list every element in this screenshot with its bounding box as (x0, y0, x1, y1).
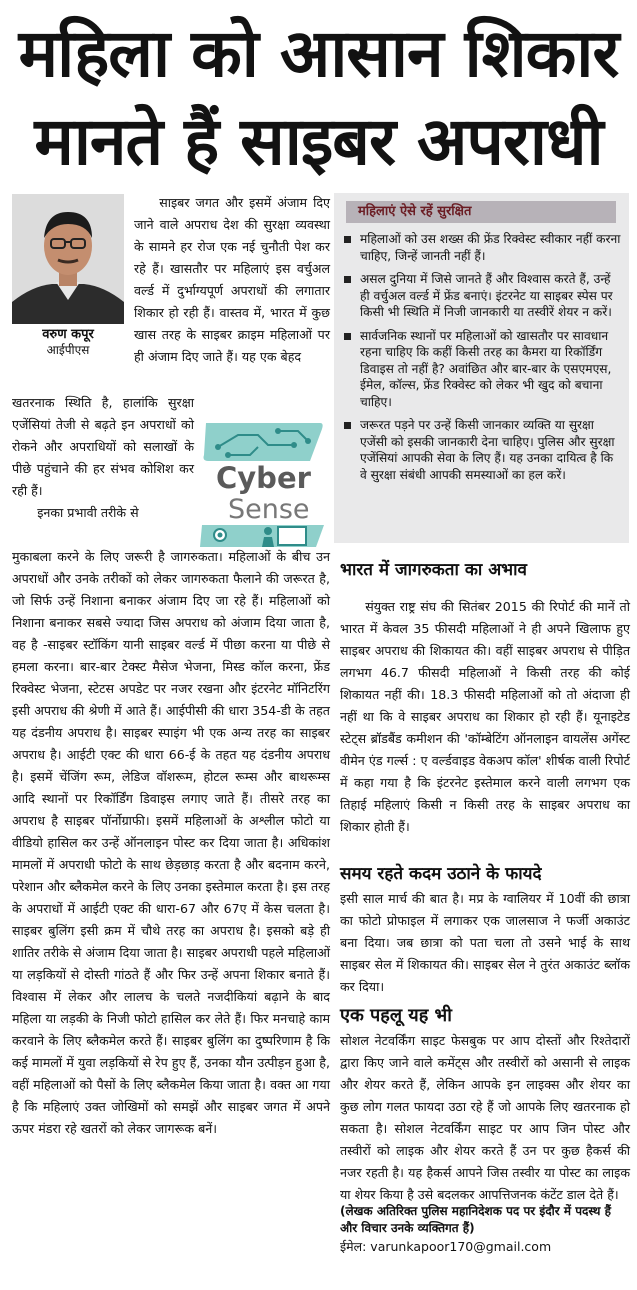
intro-text-2: खतरनाक स्थिति है, हालांकि सुरक्षा एजेंसियां तेजी से बढ़ते इन अपराधों को रोकने और अपराधियों को सलाखों के पीछे पहुंचाने की हर संभव कोशिश कर रही हैं। (12, 395, 194, 498)
sense-word: Sense (228, 494, 310, 525)
author-email (340, 1238, 630, 1255)
author-title: आईपीएस (46, 343, 90, 357)
safety-tip-text: जरूरत पड़ने पर उन्हें किसी जानकार व्यक्ति या सुरक्षा एजेंसी को इसकी जानकारी देना चाहिए। पुलिस और सुरक्षा एजेंसियां आपकी सेवा के लिए हैं। यह उनका दायित्व है कि वे सुरक्षा संबंधी आपकी समस्याओं का हल करें। (360, 418, 615, 482)
headline (0, 0, 637, 185)
square-bullet-icon (344, 422, 351, 429)
email-address[interactable]: varunkapoor170@gmail.com (370, 1239, 552, 1254)
main-left-text: मुकाबला करने के लिए जरूरी है जागरुकता। महिलाओं के बीच उन अपराधों और उनके तरीकों को लेकर जागरुकता फैलाने की जरूरत है, जो सिर्फ उन्हें निशाना बनाकर अंजाम दिए जा रहे हैं। महिलाओं को निशाना बनाकर सबसे ज्यादा जिस अपराध को अंजाम दिया जाता है, वह है -साइबर स्टॉकिंग यानी साइबर वर्ल्ड में पीछा करना या पीछे से हमला करना। बार-बार टेक्स्ट मैसेज भेजना, मिस्ड कॉल करना, फ्रेंड रिक्वेस्ट भेजना, स्टेटस अपडेट पर नजर रखना और इंटरनेट मॉनिटरिंग इसी अपराध की श्रेणी में आते हैं। आईपीसी की धारा 354-डी के तहत यह दंडनीय अपराध है। साइबर स्पाइंग भी एक अन्य तरह का साइबर अपराध है। आईटी एक्ट की धारा 66-ई के तहत यह दंडनीय अपराध है। इसमें चेंजिंग रूम, लेडिज वॉशरूम, होटल रूम्स और बाथरूम्स आदि स्थानों पर रिकॉर्डिंग डिवाइस लगाए जाते हैं। तीसरे तरह का अपराध है साइबर पॉर्नोग्राफी। इसमें महिलाओं के अश्लील फोटो या वीडियो हासिल कर उन्हें ऑनलाइन पोस्ट कर दिया जाता है। अधिकांश मामलों में अपराधी फोटो के साथ छेड़छाड़ करता है और बदनाम करने, परेशान और ब्लैकमेल करने के लिए उनका इस्तेमाल करता है। इस तरह के अपराधों में आईटी एक्ट की धारा-67 और 67ए में केस चलता है। साइबर बुलिंग इसी क्रम में चौथे तरह का अपराध है। इसको बड़े ही शातिर तरीके से अंजाम दिया जाता है। साइबर अपराधी पहले महिलाओं या लड़कियों से दोस्ती गांठते हैं और फिर उन्हें अपना शिकार बनाते हैं। विश्वास में लेकर और लालच के चलते नजदीकियां बढ़ाने के बाद महिला या लड़की के निजी फोटो हासिल कर लेते हैं। फिर मनचाहे काम करवाने के लिए ब्लैकमेल करते हैं। साइबर बुलिंग का दुष्परिणाम है कि कई मामलों में युवा लड़कियों से रेप हुए हैं, उनका यौन उत्पीड़न हुआ है, वहीं महिलाओं को पैसों के लिए ब्लैकमेल किया जाता है। वक्त आ गया है कि महिलाएं उक्त जोखिमों को समझें और साइबर जगत में अपने ऊपर मंडरा रहे खतरों को लेकर जागरूक बनें। (12, 549, 330, 1136)
safety-tip-text: असल दुनिया में जिसे जानते हैं और विश्वास करते हैं, उन्हें ही वर्चुअल वर्ल्ड में फ्रेंड बनाएं। इंटरनेट या साइबर स्पेस पर किसी भी स्थिति में निजी जानकारी या तस्वीरें शेयर न करें। (360, 272, 613, 319)
safety-tip (342, 417, 622, 483)
section-heading-benefits: समय रहते कदम उठाने के फायदे (340, 864, 542, 884)
safety-tips-box (334, 193, 629, 543)
author-portrait-icon (12, 194, 124, 324)
author-photo (12, 194, 124, 324)
cyber-word: Cyber (216, 461, 311, 495)
author-note: (लेखक अतिरिक्त पुलिस महानिदेशक पद पर इंदौर में पदस्थ हैं और विचार उनके व्यक्तिगत हैं) (340, 1204, 612, 1235)
square-bullet-icon (344, 333, 351, 340)
main-left-column (12, 546, 330, 1140)
safety-tip (342, 231, 622, 264)
cyber-sense-logo (198, 417, 328, 549)
safety-tip-text: सार्वजनिक स्थानों पर महिलाओं को खासतौर पर सावधान रहना चाहिए कि कहीं किसी तरह का कैमरा या रिकॉर्डिंग डिवाइस तो नहीं है? अवांछित और बार-बार के एसएमएस, ईमेल, कॉल्स, फ्रेंड रिक्वेस्ट को लेकर भी खुद को बचाना चाहिए। (360, 328, 612, 409)
square-bullet-icon (344, 236, 351, 243)
section-another-aspect-text: सोशल नेटवर्किंग साइट फेसबुक पर आप दोस्तों और रिश्तेदारों द्वारा किए जाने वाले कमेंट्स और तस्वीरों को असानी से लाइक और शेयर करते हैं, लेकिन आपके इन लाइक्स और शेयर का कुछ लोग गलत फायदा उठा रहे हैं जो आपके लिए खतरनाक हो सकता है। सोशल नेटवर्किंग साइट पर आप जिन पोस्ट और तस्वीरों को लाइक और शेयर करते हैं उन पर कुछ हैकर्स की नजर रहती है। यह हैकर्स आपने जिस तस्वीर या पोस्ट का लाइक या शेयर किया है उसे बदलकर आपत्तिजनक कंटेंट डाल देते हैं। (340, 1033, 630, 1202)
intro-paragraph (134, 192, 330, 368)
section-benefits-body (340, 888, 630, 998)
section-awareness-body (340, 596, 630, 838)
headline-line-1: महिला को आसान शिकार (18, 15, 619, 92)
headline-line-2: मानते हैं साइबर अपराधी (34, 103, 603, 180)
section-another-aspect-body (340, 1030, 630, 1206)
email-label: ईमेल: (340, 1239, 367, 1254)
safety-tip (342, 328, 622, 411)
section-benefits-text: इसी साल मार्च की बात है। मप्र के ग्वालियर में 10वीं की छात्रा का फोटो प्रोफाइल में लगाकर एक जालसाज ने फर्जी अकाउंट बना दिया। जब छात्रा को पता चला तो उसने भाई के साथ साइबर सेल में शिकायत की। साइबर सेल ने तुरंत अकाउंट ब्लॉक कर दिया। (340, 891, 630, 994)
intro-text-1: साइबर जगत और इसमें अंजाम दिए जाने वाले अपराध देश की सुरक्षा व्यवस्था के सामने हर रोज एक नई चुनौती पेश कर रहे हैं। खासतौर पर महिलाएं इस वर्चुअल वर्ल्ड में दुर्भाग्यपूर्ण अपराधों की लगातार शिकार हो रही हैं। वास्तव में, भारत में कुछ खास तरह के साइबर क्राइम महिलाओं पर ही अंजाम दिए जाते हैं। यह एक बेहद (134, 195, 330, 364)
safety-tip (342, 271, 622, 321)
section-awareness-text: संयुक्त राष्ट्र संघ की सितंबर 2015 की रिपोर्ट की मानें तो भारत में केवल 35 फीसदी महिलाओं ने ही अपने खिलाफ हुए साइबर अपराध की शिकायत की। वहीं साइबर अपराध से पीड़ित लगभग 46.7 फीसदी महिलाओं ने किसी तरह की कोई शिकायत नहीं की। 18.3 फीसदी महिलाओं को तो अंदाजा ही नहीं था कि वे साइबर अपराध का शिकार हो रही हैं। यूनाइटेड स्टेट्स ब्रॉडबैंड कमीशन की 'कॉम्बेटिंग ऑनलाइन वायलेंस अगेंस्ट वीमेन एंड गर्ल्स : ए वर्ल्डवाइड वेकअप कॉल' शीर्षक वाली रिपोर्ट में कहा गया है कि इंटरनेट इस्तेमाल करने वाली लगभग एक तिहाई महिलाएं किसी न किसी तरह के साइबर अपराध का शिकार होती हैं। (340, 599, 630, 834)
author-name: वरुण कपूर (42, 327, 94, 342)
section-heading-awareness: भारत में जागरुकता का अभाव (340, 560, 527, 580)
square-bullet-icon (344, 276, 351, 283)
intro-text-3a: इनका प्रभावी तरीके से (37, 505, 139, 520)
safety-tips-title: महिलाएं ऐसे रहें सुरक्षित (346, 201, 616, 223)
safety-tip-text: महिलाओं को उस शख्स की फ्रेंड रिक्वेस्ट स्वीकार नहीं करना चाहिए, जिन्हें जानती नहीं हैं। (360, 232, 621, 263)
section-heading-another-aspect: एक पहलू यह भी (340, 1005, 452, 1026)
intro-paragraph-2 (12, 392, 194, 524)
safety-tips-list (342, 231, 622, 490)
